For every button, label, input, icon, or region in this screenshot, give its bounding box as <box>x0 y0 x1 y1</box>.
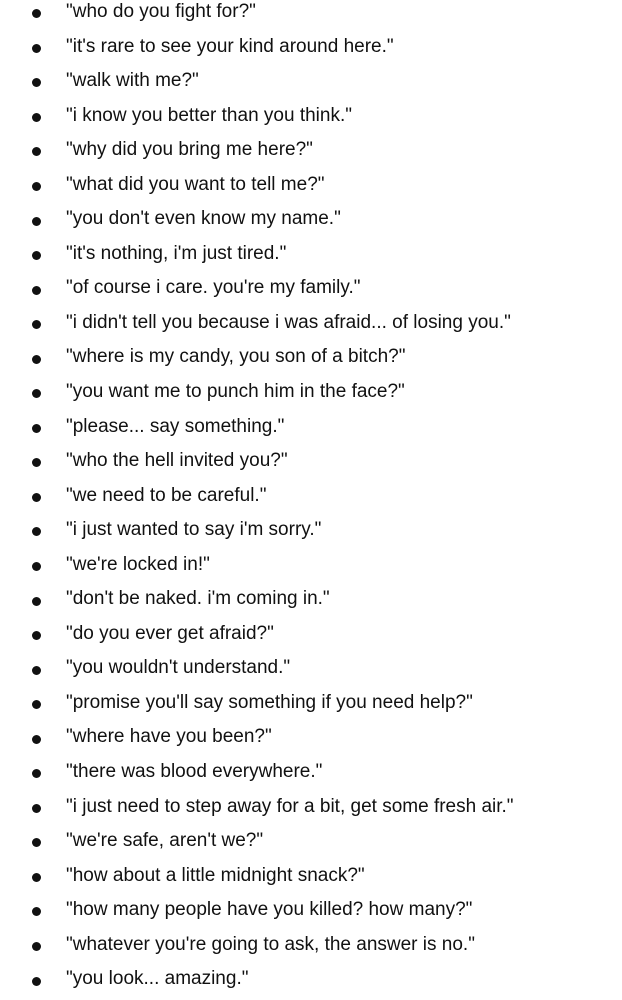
list-item <box>0 962 622 997</box>
bullet-icon <box>32 838 41 847</box>
prompt-text: "where have you been?" <box>66 726 272 748</box>
bullet-icon <box>32 735 41 744</box>
bullet-icon <box>32 562 41 571</box>
list-item <box>0 133 622 168</box>
prompt-text: "what did you want to tell me?" <box>66 173 325 195</box>
bullet-icon <box>32 873 41 882</box>
list-item <box>0 824 622 859</box>
list-item <box>0 479 622 514</box>
prompt-text: "we're locked in!" <box>66 553 210 575</box>
prompt-text: "you don't even know my name." <box>66 208 341 230</box>
prompt-text: "why did you bring me here?" <box>66 139 313 161</box>
prompt-text: "there was blood everywhere." <box>66 761 323 783</box>
bullet-icon <box>32 320 41 329</box>
bullet-icon <box>32 182 41 191</box>
prompt-text: "promise you'll say something if you need help?" <box>66 691 473 713</box>
list-item <box>0 617 622 652</box>
prompt-text: "please... say something." <box>66 415 285 437</box>
bullet-icon <box>32 9 41 18</box>
list-item <box>0 859 622 894</box>
prompt-text: "do you ever get afraid?" <box>66 622 274 644</box>
list-item <box>0 928 622 963</box>
prompt-text: "of course i care. you're my family." <box>66 277 361 299</box>
list-item <box>0 513 622 548</box>
prompt-text: "we're safe, aren't we?" <box>66 830 264 852</box>
bullet-icon <box>32 942 41 951</box>
bullet-icon <box>32 44 41 53</box>
list-item <box>0 0 622 30</box>
bullet-icon <box>32 147 41 156</box>
prompt-text: "it's nothing, i'm just tired." <box>66 242 287 264</box>
prompt-text: "walk with me?" <box>66 70 199 92</box>
list-item <box>0 64 622 99</box>
prompt-text: "you look... amazing." <box>66 968 249 990</box>
list-item <box>0 271 622 306</box>
bullet-icon <box>32 286 41 295</box>
list-item <box>0 548 622 583</box>
prompt-text: "i know you better than you think." <box>66 104 352 126</box>
bullet-icon <box>32 700 41 709</box>
bullet-icon <box>32 251 41 260</box>
bullet-icon <box>32 631 41 640</box>
list-item <box>0 720 622 755</box>
bullet-icon <box>32 597 41 606</box>
list-item <box>0 410 622 445</box>
bullet-icon <box>32 493 41 502</box>
bullet-icon <box>32 666 41 675</box>
bullet-icon <box>32 977 41 986</box>
prompt-text: "it's rare to see your kind around here." <box>66 35 394 57</box>
list-item <box>0 582 622 617</box>
prompt-text: "i just wanted to say i'm sorry." <box>66 519 322 541</box>
bullet-icon <box>32 78 41 87</box>
list-item <box>0 340 622 375</box>
prompt-text: "who do you fight for?" <box>66 1 256 22</box>
list-item <box>0 755 622 790</box>
prompt-text: "how about a little midnight snack?" <box>66 864 365 886</box>
bullet-icon <box>32 217 41 226</box>
list-item <box>0 30 622 65</box>
list-item <box>0 202 622 237</box>
list-item <box>0 893 622 928</box>
list-item <box>0 237 622 272</box>
bullet-icon <box>32 424 41 433</box>
bullet-icon <box>32 113 41 122</box>
prompt-text: "who the hell invited you?" <box>66 450 288 472</box>
bullet-icon <box>32 907 41 916</box>
bullet-icon <box>32 769 41 778</box>
list-item <box>0 651 622 686</box>
list-item <box>0 790 622 825</box>
list-item <box>0 99 622 134</box>
prompt-text: "i didn't tell you because i was afraid... of losing you." <box>66 311 511 333</box>
prompt-text: "i just need to step away for a bit, get some fresh air." <box>66 795 514 817</box>
list-item <box>0 444 622 479</box>
prompt-text: "whatever you're going to ask, the answer is no." <box>66 933 475 955</box>
bullet-icon <box>32 355 41 364</box>
prompt-text: "you want me to punch him in the face?" <box>66 381 405 403</box>
list-item <box>0 686 622 721</box>
bullet-icon <box>32 527 41 536</box>
bullet-icon <box>32 389 41 398</box>
bullet-icon <box>32 804 41 813</box>
prompt-text: "how many people have you killed? how many?" <box>66 899 473 921</box>
list-item <box>0 168 622 203</box>
prompt-text: "where is my candy, you son of a bitch?" <box>66 346 406 368</box>
list-item <box>0 306 622 341</box>
list-item <box>0 375 622 410</box>
prompt-text: "you wouldn't understand." <box>66 657 291 679</box>
prompt-text: "don't be naked. i'm coming in." <box>66 588 330 610</box>
bullet-icon <box>32 458 41 467</box>
prompt-text: "we need to be careful." <box>66 484 267 506</box>
